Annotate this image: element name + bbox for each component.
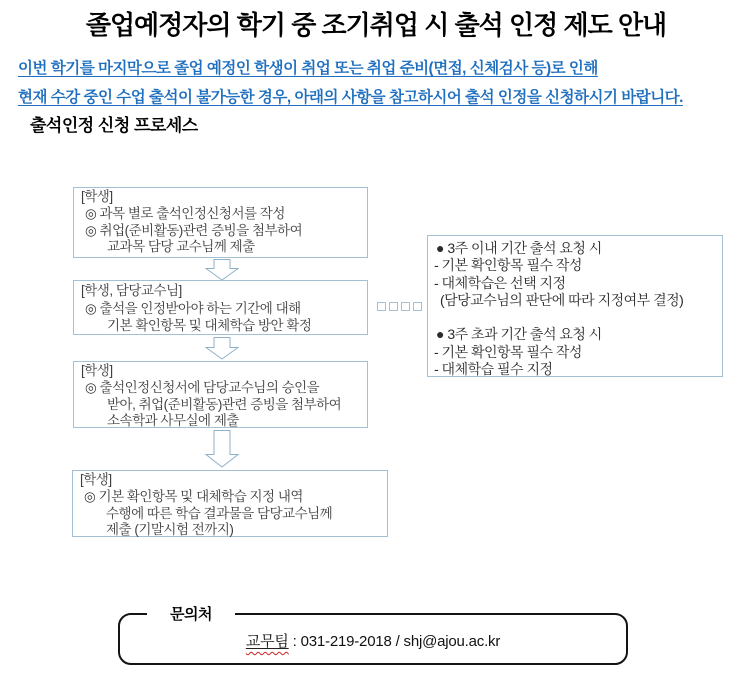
- side-note-line: - 기본 확인항목 필수 작성: [434, 257, 582, 274]
- side-note-box: [427, 235, 723, 377]
- flow-step-3-box: [73, 361, 368, 428]
- flow-step-line: [학생]: [81, 189, 113, 204]
- contact-info: [120, 630, 626, 651]
- side-note-case1-heading: ● 3주 이내 기간 출석 요청 시: [436, 240, 602, 256]
- connector-square-icon: [389, 302, 398, 311]
- flow-step-line: 기본 확인항목 및 대체학습 방안 확정: [107, 318, 312, 333]
- side-note-line: (담당교수님의 판단에 따라 지정여부 결정): [440, 291, 684, 308]
- flow-step-4-box: [72, 470, 388, 537]
- connector-square-icon: [413, 302, 422, 311]
- flow-step-line: [학생]: [80, 472, 112, 487]
- down-arrow-icon: [205, 259, 239, 281]
- contact-label: 문의처: [147, 603, 235, 624]
- intro-line-2: 현재 수강 중인 수업 출석이 불가능한 경우, 아래의 사항을 참고하시어 출석 인정을 신청하시기 바랍니다.: [18, 89, 683, 106]
- flow-step-line: [학생, 담당교수님]: [81, 283, 182, 298]
- flow-step-line: ◎ 과목 별로 출석인정신청서를 작성: [85, 205, 285, 221]
- flow-step-line: ◎ 취업(준비활동)관련 증빙을 첨부하여: [85, 222, 303, 238]
- side-note-line: - 기본 확인항목 필수 작성: [434, 343, 582, 360]
- page-title: 졸업예정자의 학기 중 조기취업 시 출석 인정 제도 안내: [85, 10, 667, 40]
- connector-square-icon: [401, 302, 410, 311]
- side-note-line: - 대체학습은 선택 지정: [434, 274, 566, 291]
- flow-step-line: 수행에 따른 학습 결과물을 담당교수님께: [106, 505, 333, 521]
- contact-box: [118, 606, 628, 665]
- side-note-line: - 대체학습 필수 지정: [434, 361, 553, 378]
- flow-step-line: ◎ 기본 확인항목 및 대체학습 지정 내역: [84, 488, 303, 504]
- flow-step-2-box: [73, 280, 368, 335]
- flow-step-line: 소속학과 사무실에 제출: [107, 413, 239, 429]
- side-note-spacer: [428, 309, 722, 326]
- contact-team-name: 교무팀: [245, 633, 289, 650]
- down-arrow-icon: [205, 337, 239, 360]
- intro-paragraph: [18, 54, 738, 112]
- flow-step-line: 교과목 담당 교수님께 제출: [107, 239, 255, 255]
- flow-step-line: ◎ 출석을 인정받아야 하는 기간에 대해: [85, 300, 301, 316]
- flow-step-line: 받아, 취업(준비활동)관련 증빙을 첨부하여: [107, 396, 342, 412]
- flow-step-line: [학생]: [81, 363, 113, 378]
- flow-step-1-box: [73, 187, 368, 258]
- connector-squares-icon: [377, 302, 422, 311]
- intro-line-1: 이번 학기를 마지막으로 졸업 예정인 학생이 취업 또는 취업 준비(면접, 신체검사 등)로 인해: [18, 60, 598, 77]
- connector-square-icon: [377, 302, 386, 311]
- section-heading: 출석인정 신청 프로세스: [30, 116, 198, 135]
- flow-step-line: 제출 (기말시험 전까지): [106, 522, 234, 538]
- side-note-case2-heading: ● 3주 초과 기간 출석 요청 시: [436, 326, 602, 343]
- down-arrow-icon: [205, 430, 239, 468]
- contact-phone-email: : 031-219-2018 / shj@ajou.ac.kr: [288, 633, 501, 650]
- flow-step-line: ◎ 출석인정신청서에 담당교수님의 승인을: [85, 379, 320, 395]
